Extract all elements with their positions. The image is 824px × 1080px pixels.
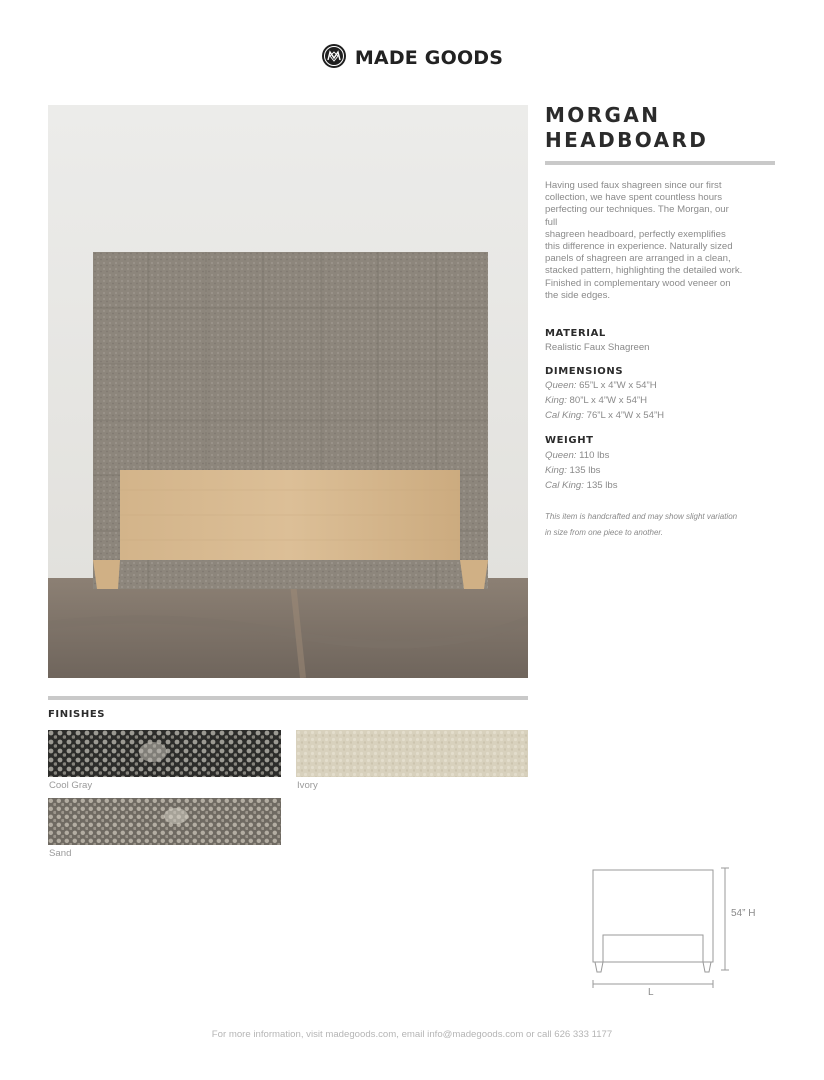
dimension-value: 76”L x 4”W x 54”H bbox=[586, 410, 665, 421]
finish-label: Ivory bbox=[297, 780, 318, 791]
note-line: This item is handcrafted and may show slight variation bbox=[545, 512, 738, 521]
description-line: Having used faux shagreen since our first bbox=[545, 180, 722, 191]
height-dimension-label: 54” H bbox=[731, 908, 756, 919]
finish-label: Sand bbox=[49, 848, 72, 859]
product-photo bbox=[48, 105, 528, 678]
weight-heading: WEIGHT bbox=[545, 435, 594, 446]
weight-label: King: bbox=[545, 465, 567, 476]
dimension-value: 80”L x 4”W x 54”H bbox=[569, 395, 648, 406]
description-line: Finished in complementary wood veneer on bbox=[545, 277, 731, 289]
description-line: collection, we have spent countless hours bbox=[545, 192, 723, 204]
weight-value: 110 lbs bbox=[579, 450, 610, 461]
weight-label: Queen: bbox=[545, 450, 577, 461]
footer-contact: For more information, visit madegoods.com, email info@madegoods.com or call 626 333 1177 bbox=[211, 1029, 613, 1040]
product-title-line2: HEADBOARD bbox=[545, 128, 709, 152]
handcrafted-note bbox=[545, 509, 780, 541]
material-value: Realistic Faux Shagreen bbox=[545, 342, 650, 353]
made-goods-monogram-icon bbox=[321, 43, 347, 74]
product-title-line1: MORGAN bbox=[545, 103, 661, 127]
dimension-label: Queen: bbox=[545, 380, 577, 391]
weight-value: 135 lbs bbox=[586, 480, 618, 491]
dimensions-heading: DIMENSIONS bbox=[545, 366, 624, 377]
description-line: full bbox=[545, 216, 558, 228]
description-line: stacked pattern, highlighting the detailed work. bbox=[545, 265, 743, 277]
finish-swatch-ivory bbox=[296, 730, 528, 777]
dimension-row bbox=[545, 380, 657, 391]
length-dimension-label: L bbox=[648, 987, 654, 998]
product-title bbox=[545, 103, 785, 153]
weight-row bbox=[545, 450, 609, 461]
finishes-divider bbox=[48, 696, 528, 700]
weight-row bbox=[545, 465, 600, 476]
title-divider bbox=[545, 161, 775, 165]
headboard-line-drawing bbox=[585, 860, 775, 1010]
description-line: this difference in experience. Naturally sized bbox=[545, 241, 733, 253]
weight-label: Cal King: bbox=[545, 480, 584, 491]
description-line: perfecting our techniques. The Morgan, our bbox=[545, 204, 729, 216]
note-line: in size from one piece to another. bbox=[545, 528, 663, 537]
dimension-label: Cal King: bbox=[545, 410, 584, 421]
dimension-row bbox=[545, 410, 664, 421]
material-heading: MATERIAL bbox=[545, 328, 606, 339]
finish-swatch-sand bbox=[48, 798, 281, 845]
weight-value: 135 lbs bbox=[569, 465, 601, 476]
weight-row bbox=[545, 480, 618, 491]
description-line: the side edges. bbox=[545, 289, 611, 301]
dimension-value: 65”L x 4”W x 54”H bbox=[579, 380, 657, 391]
description-line: shagreen headboard, perfectly exemplifies bbox=[545, 228, 726, 240]
finish-swatch-cool-gray bbox=[48, 730, 281, 777]
finish-label: Cool Gray bbox=[49, 780, 93, 791]
brand-logo bbox=[0, 42, 824, 74]
brand-name: MADE GOODS bbox=[354, 47, 504, 69]
description-line: panels of shagreen are arranged in a clean, bbox=[545, 253, 731, 265]
finishes-heading: FINISHES bbox=[48, 709, 106, 720]
product-description bbox=[545, 180, 780, 302]
dimension-label: King: bbox=[545, 395, 567, 406]
dimension-row bbox=[545, 395, 647, 406]
